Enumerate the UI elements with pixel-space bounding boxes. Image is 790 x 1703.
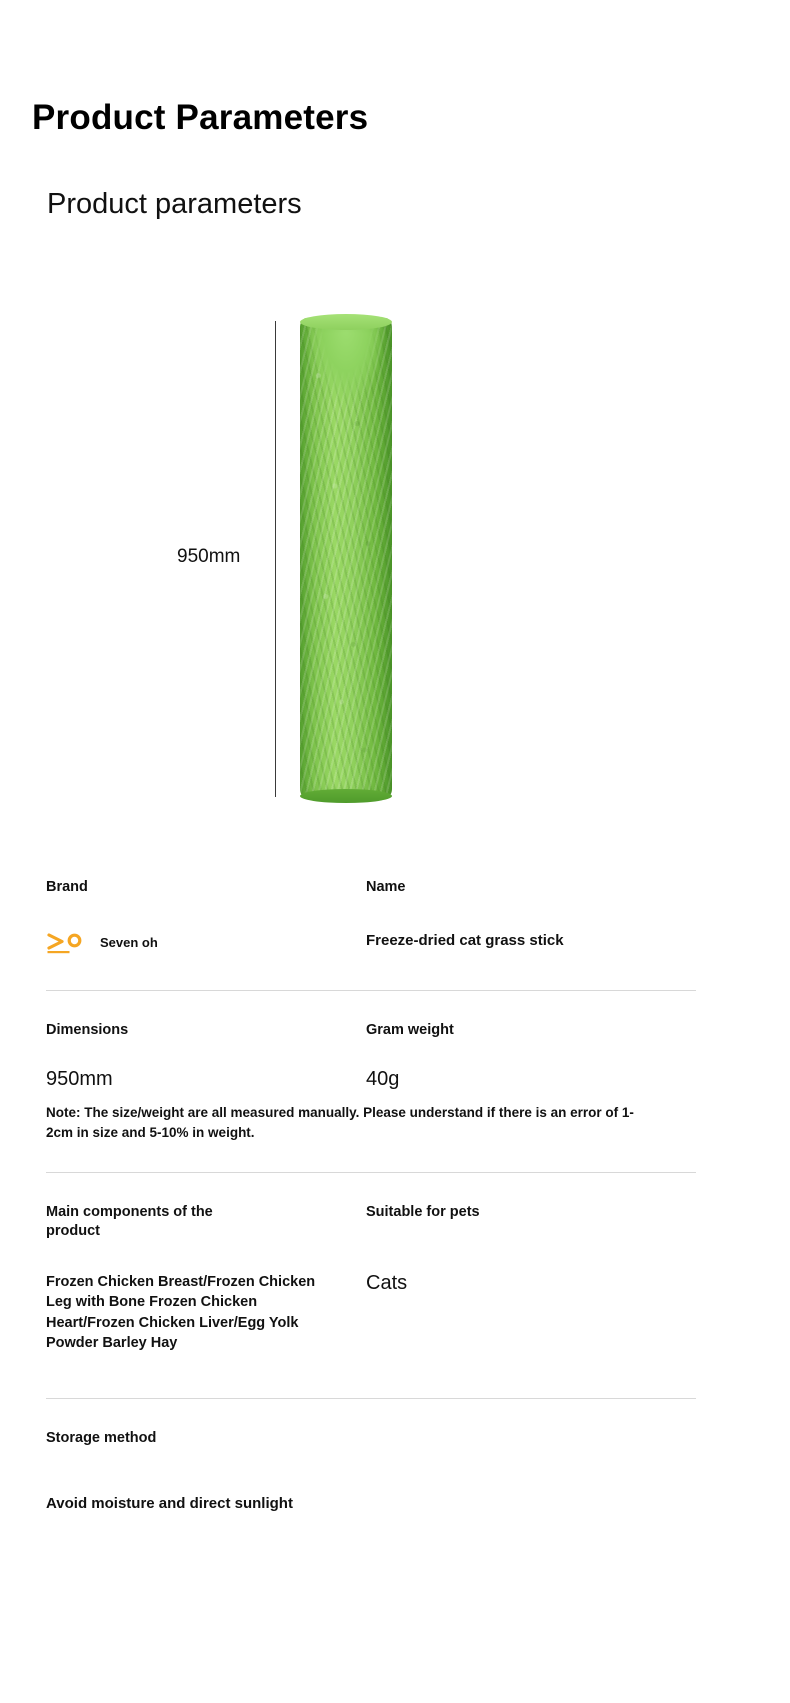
brand-lockup [46,932,366,954]
measurement-note: Note: The size/weight are all measured manually. Please understand if there is an error of 1-2cm in size and 5-10% in weight. [46,1105,634,1141]
storage-value: Avoid moisture and direct sunlight [46,1494,293,1512]
gram-weight-label: Gram weight [366,1021,454,1038]
spec-row-dimensions-weight [46,1021,696,1173]
brand-label: Brand [46,879,88,895]
spec-table [46,878,696,1512]
main-components-value: Frozen Chicken Breast/Frozen Chicken Leg with Bone Frozen Chicken Heart/Frozen Chicken Liver/Egg Yolk Powder Barley Hay [46,1273,316,1352]
product-bottom-cap [300,789,392,803]
brand-value: Seven oh [100,935,158,951]
name-label: Name [366,879,406,895]
measurement-line [275,321,276,797]
spec-row-components-pets [46,1203,696,1399]
page-title: Product Parameters [32,98,369,137]
row-divider [46,990,696,991]
product-figure [177,318,525,800]
name-value: Freeze-dried cat grass stick [366,931,564,949]
product-top-cap [300,314,392,330]
suitable-pets-label: Suitable for pets [366,1203,480,1220]
main-components-label: Main components of the product [46,1203,213,1240]
dimensions-value: 950mm [46,1068,113,1091]
spec-row-storage [46,1429,696,1512]
row-divider [46,1172,696,1173]
spec-row-brand-name [46,878,696,991]
suitable-pets-value: Cats [366,1271,408,1294]
storage-label: Storage method [46,1430,157,1447]
measurement-label: 950mm [177,546,241,567]
seven-oh-logo-icon [46,932,90,954]
section-subtitle: Product parameters [47,188,302,220]
gram-weight-value: 40g [366,1068,400,1091]
product-texture-overlay [300,318,392,798]
row-divider [46,1398,696,1399]
dimensions-label: Dimensions [46,1021,129,1038]
